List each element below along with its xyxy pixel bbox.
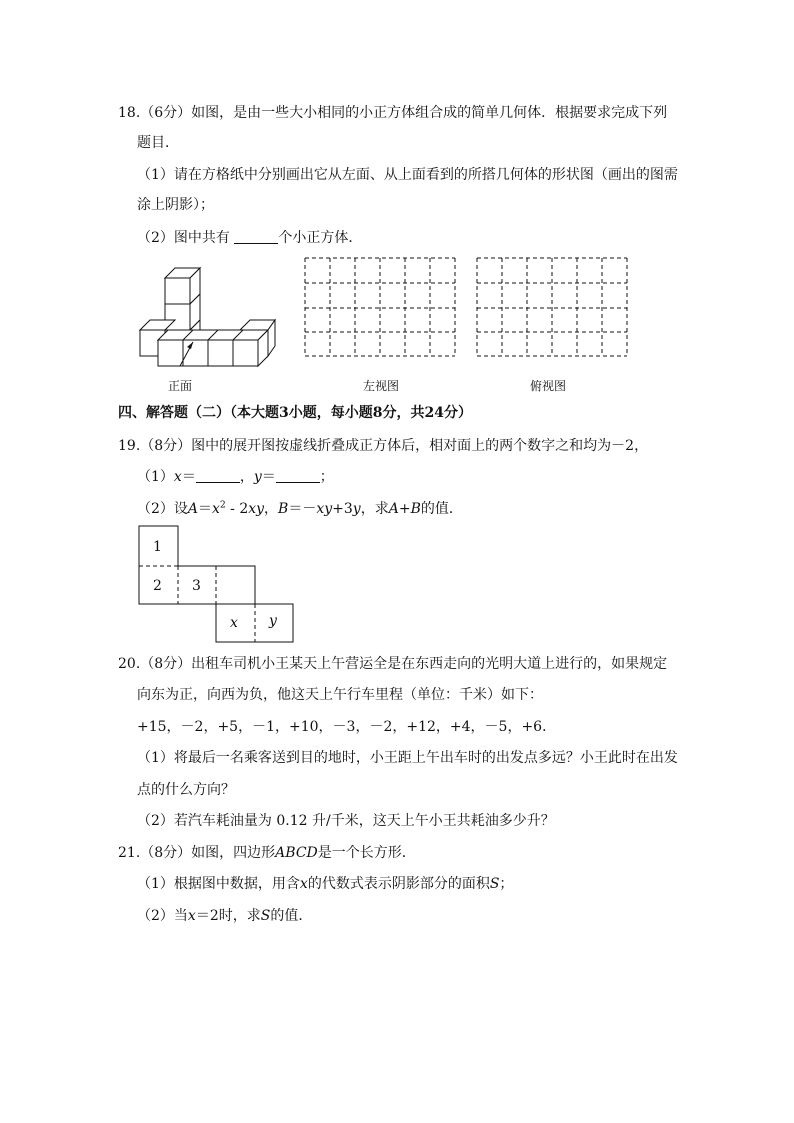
var-x: x [299, 876, 308, 892]
var-y: y [352, 501, 361, 517]
net-face-1: 1 [153, 539, 162, 555]
section4-heading: 四、解答题（二）（本大题3小题，每小题8分，共24分） [118, 405, 472, 421]
var-B: B [410, 501, 421, 517]
cube-col-top-side [190, 268, 200, 304]
plus: + [398, 501, 411, 517]
q21-line1 [118, 844, 416, 862]
minus-two: - 2 [225, 501, 249, 517]
cube-row-side [258, 330, 268, 366]
q21-part2 [137, 907, 312, 925]
q21-p2-pre: （2）当 [137, 908, 188, 924]
q20-mileage-list: +15，－2，+5，－1，+10，－3，－2，+12，+4，－5，+6． [137, 719, 557, 735]
q21-part1 [137, 875, 513, 893]
var-S: S [260, 908, 271, 924]
q19-part1 [137, 468, 334, 486]
net-face-x: x [230, 615, 238, 631]
p2-pre: （2）设 [137, 501, 188, 517]
exponent: 2 [219, 500, 226, 511]
q18-line1: 18.（6分）如图，是由一些大小相同的小正方体组合成的简单几何体．根据要求完成下列 [118, 105, 668, 121]
q21-line1-pre: 21.（8分）如图，四边形 [118, 845, 276, 861]
q21-line1-post: 是一个长方形． [317, 845, 416, 861]
q21-p2-post: 的值． [270, 908, 313, 924]
var-ABCD: ABCD [275, 845, 318, 861]
top-view-grid [477, 258, 627, 356]
front-label: 正面 [168, 379, 193, 393]
q20-part1-line1: （1）将最后一名乘客送到目的地时，小王距上午出车时的出发点多远？小王此时在出发 [137, 750, 678, 766]
equals: ＝ [261, 469, 276, 485]
var-B: B [278, 501, 289, 517]
q21-p1-pre: （1）根据图中数据，用含 [137, 876, 300, 892]
semicolon: ； [319, 469, 334, 485]
cube-right-back-top [240, 320, 275, 330]
q18-part1-line2: 涂上阴影）； [137, 197, 214, 213]
q18-part1-line1: （1）请在方格纸中分别画出它从左面、从上面看到的所搭几何体的形状图（画出的图需 [137, 167, 678, 183]
cube-row-front [158, 340, 258, 366]
q18-part2-suffix: 个小正方体． [278, 230, 363, 246]
var-xy: xy [248, 501, 265, 517]
var-y: y [253, 469, 262, 485]
top-view-label: 俯视图 [530, 379, 567, 393]
comma2: ，求 [360, 501, 389, 517]
var-A: A [388, 501, 399, 517]
q19-x-blank[interactable] [196, 468, 240, 483]
eq1: ＝ [198, 501, 213, 517]
var-S: S [489, 876, 500, 892]
q20-line2: 向东为正，向西为负，他这天上午行车里程（单位：千米）如下： [137, 687, 543, 703]
left-view-grid [305, 258, 455, 356]
net-face-2: 2 [153, 578, 162, 594]
cube-col-top-front [165, 278, 190, 304]
cube-col-mid-side [190, 294, 200, 330]
q18-answer-blank[interactable] [234, 229, 278, 244]
comma1: ， [264, 501, 279, 517]
var-x: x [187, 908, 196, 924]
q18-part2-prefix: （2）图中共有 [137, 230, 230, 246]
var-x: x [173, 469, 182, 485]
q19-part1-label: （1） [137, 469, 174, 485]
var-xy: xy [316, 501, 333, 517]
q19-y-blank[interactable] [276, 468, 320, 483]
cube-back-front [140, 330, 165, 356]
q18-part2 [137, 229, 362, 247]
q21-p1-post: ； [499, 876, 514, 892]
var-A: A [187, 501, 199, 517]
q18-line2: 题目． [137, 135, 179, 151]
cube-right-back-side [268, 320, 275, 356]
equals: ＝ [181, 469, 196, 485]
left-view-label: 左视图 [363, 379, 400, 393]
cube-col-top-face [165, 268, 200, 278]
q19-part2 [137, 500, 463, 518]
q20-part2: （2）若汽车耗油量为 0.12 升/千米，这天上午小王共耗油多少升？ [137, 813, 555, 829]
net-face-3: 3 [192, 578, 201, 594]
cube-join [190, 320, 200, 330]
cube-row-top [158, 330, 268, 340]
comma: ， [239, 469, 254, 485]
q21-p1-mid: 的代数式表示阴影部分的面积 [307, 876, 490, 892]
q21-p2-eq: ＝2时，求 [195, 908, 261, 924]
q20-line1: 20.（8分）出租车司机小王某天上午营运全是在东西走向的光明大道上进行的，如果规定 [118, 656, 668, 672]
front-arrow [180, 342, 193, 366]
var-x: x [212, 501, 220, 517]
arrow-head-icon [187, 342, 193, 349]
eq2: ＝－ [288, 501, 317, 517]
plus3: +3 [332, 501, 353, 517]
cube-col-mid-front [165, 304, 190, 330]
q19-line1: 19.（8分）图中的展开图按虚线折叠成正方体后，相对面上的两个数字之和均为－2， [118, 438, 649, 454]
cube-back-top [140, 320, 175, 330]
p2-post: 的值． [420, 501, 463, 517]
q20-part1-line2: 点的什么方向？ [137, 782, 235, 798]
net-face-y: y [269, 613, 277, 629]
